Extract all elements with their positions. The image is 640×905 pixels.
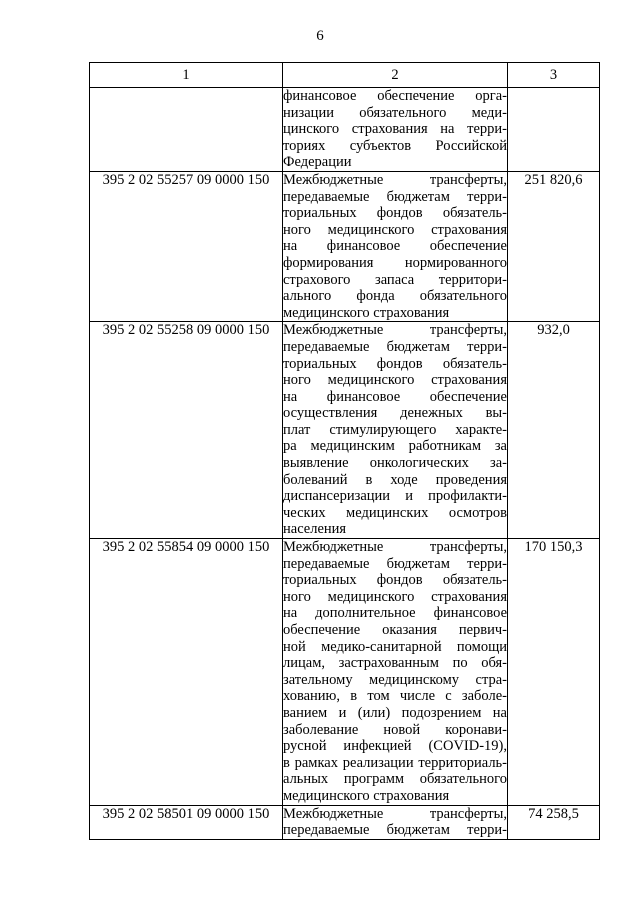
description-line: низации обязательного меди-	[283, 104, 507, 121]
description-line: Межбюджетные трансферты,	[283, 171, 507, 188]
description-line: ного медицинского страхования	[283, 221, 507, 238]
description-line: страхового запаса территори-	[283, 271, 507, 288]
amount-cell: 251 820,6	[508, 171, 600, 321]
description-line: ного медицинского страхования	[283, 372, 507, 389]
description-cell	[283, 171, 508, 321]
table-row	[90, 805, 600, 839]
description-line: передаваемые бюджетам терри-	[283, 188, 507, 205]
description-line: передаваемые бюджетам терри-	[283, 555, 507, 572]
table-row	[90, 322, 600, 539]
description-line: ториальных фондов обязатель-	[283, 355, 507, 372]
description-line: формирования нормированного	[283, 254, 507, 271]
description-line: на финансовое обеспечение	[283, 388, 507, 405]
description-line: Федерации	[283, 154, 352, 171]
description-cell	[283, 322, 508, 539]
description-line: осуществления денежных вы-	[283, 405, 507, 422]
budget-table	[89, 62, 600, 840]
table-header-row	[90, 63, 600, 88]
description-line: ториальных фондов обязатель-	[283, 572, 507, 589]
description-line: хованию, в том числе с заболе-	[283, 688, 507, 705]
description-line: ра медицинским работникам за	[283, 438, 507, 455]
description-line: ванием и (или) подозрением на	[283, 704, 507, 721]
description-line: в рамках реализации территориаль-	[283, 754, 507, 771]
description-line: финансовое обеспечение орга-	[283, 88, 507, 104]
description-line: лицам, застрахованным по обя-	[283, 655, 507, 672]
description-line: цинского страхования на терри-	[283, 121, 507, 138]
table-row	[90, 171, 600, 321]
description-line: заболевание новой коронави-	[283, 721, 507, 738]
description-line: зательному медицинскому стра-	[283, 671, 507, 688]
description-line: медицинского страхования	[283, 304, 450, 321]
description-line: передаваемые бюджетам терри-	[283, 822, 507, 839]
description-line: Межбюджетные трансферты,	[283, 539, 507, 556]
description-line: ческих медицинских осмотров	[283, 504, 507, 521]
description-line: ториях субъектов Российской	[283, 137, 507, 154]
page-number: 6	[316, 28, 324, 44]
column-header-2: 2	[283, 63, 508, 88]
description-line: болеваний в ходе проведения	[283, 471, 507, 488]
column-header-1: 1	[90, 63, 283, 88]
description-line: выявление онкологических за-	[283, 455, 507, 472]
budget-code-cell	[90, 88, 283, 172]
description-cell	[283, 88, 508, 172]
description-line: диспансеризации и профилакти-	[283, 488, 507, 505]
description-line: передаваемые бюджетам терри-	[283, 338, 507, 355]
description-line: ной медико-санитарной помощи	[283, 638, 507, 655]
description-line: на финансовое обеспечение	[283, 238, 507, 255]
amount-cell: 932,0	[508, 322, 600, 539]
budget-code-cell: 395 2 02 55257 09 0000 150	[90, 171, 283, 321]
amount-cell	[508, 88, 600, 172]
budget-code-cell: 395 2 02 55854 09 0000 150	[90, 539, 283, 806]
description-line: ториальных фондов обязатель-	[283, 205, 507, 222]
description-line: плат стимулирующего характе-	[283, 421, 507, 438]
table-body	[90, 88, 600, 840]
description-cell	[283, 805, 508, 839]
description-line: ного медицинского страхования	[283, 588, 507, 605]
description-line: на дополнительное финансовое	[283, 605, 507, 622]
description-line: населения	[283, 521, 347, 538]
budget-code-cell: 395 2 02 55258 09 0000 150	[90, 322, 283, 539]
table-row	[90, 88, 600, 172]
budget-code-cell: 395 2 02 58501 09 0000 150	[90, 805, 283, 839]
description-line: альных программ обязательного	[283, 771, 507, 788]
description-line: медицинского страхования	[283, 787, 450, 804]
description-line: Межбюджетные трансферты,	[283, 805, 507, 822]
description-line: Межбюджетные трансферты,	[283, 322, 507, 339]
description-line: русной инфекцией (COVID-19),	[283, 738, 507, 755]
amount-cell: 170 150,3	[508, 539, 600, 806]
description-line: обеспечение оказания первич-	[283, 622, 507, 638]
table-row	[90, 539, 600, 806]
description-cell	[283, 539, 508, 806]
column-header-3: 3	[508, 63, 600, 88]
amount-cell: 74 258,5	[508, 805, 600, 839]
description-line: ального фонда обязательного	[283, 288, 507, 305]
